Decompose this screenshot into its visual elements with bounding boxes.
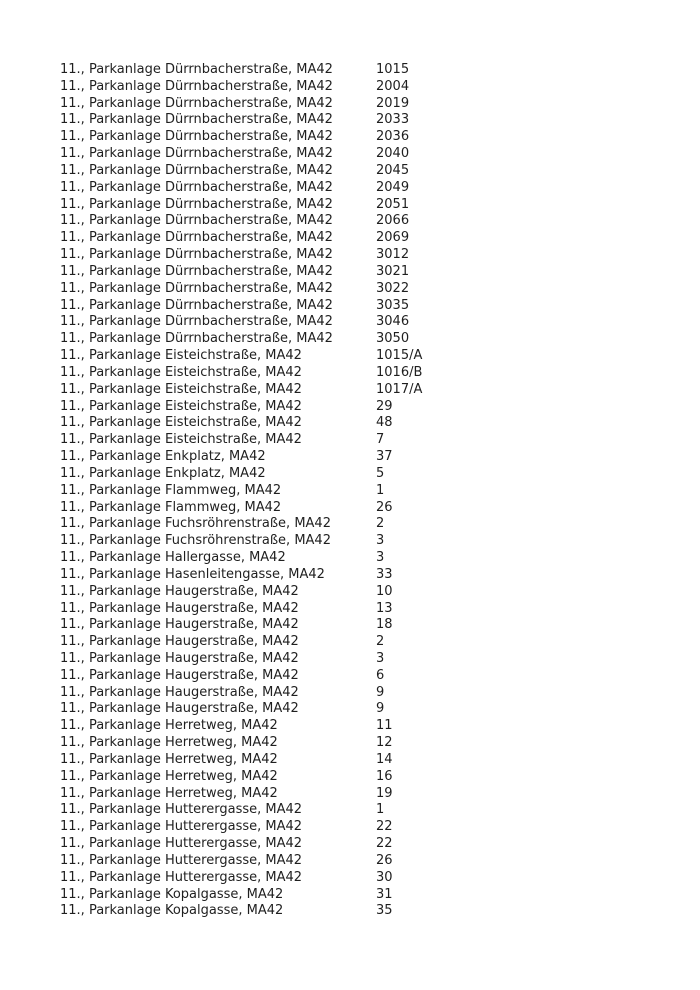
number-cell: 1015/A xyxy=(376,348,423,364)
number-cell: 3 xyxy=(376,650,385,666)
number-cell: 12 xyxy=(376,735,393,751)
location-cell: 11., Parkanlage Dürrnbacherstraße, MA42 xyxy=(60,314,333,330)
location-cell: 11., Parkanlage Enkplatz, MA42 xyxy=(60,465,266,481)
table-row xyxy=(60,735,700,752)
table-row xyxy=(60,247,700,264)
location-cell: 11., Parkanlage Herretweg, MA42 xyxy=(60,768,278,784)
table-row xyxy=(60,853,700,870)
table-row xyxy=(60,146,700,163)
location-cell: 11., Parkanlage Dürrnbacherstraße, MA42 xyxy=(60,162,333,178)
number-cell: 33 xyxy=(376,566,393,582)
location-cell: 11., Parkanlage Hutterergasse, MA42 xyxy=(60,852,303,868)
table-row xyxy=(60,432,700,449)
location-cell: 11., Parkanlage Haugerstraße, MA42 xyxy=(60,650,299,666)
location-cell: 11., Parkanlage Dürrnbacherstraße, MA42 xyxy=(60,78,333,94)
location-cell: 11., Parkanlage Fuchsröhrenstraße, MA42 xyxy=(60,516,331,532)
table-row xyxy=(60,617,700,634)
number-cell: 2004 xyxy=(376,78,410,94)
location-cell: 11., Parkanlage Eisteichstraße, MA42 xyxy=(60,398,302,414)
table-row xyxy=(60,112,700,129)
number-cell: 3046 xyxy=(376,314,410,330)
table-row xyxy=(60,769,700,786)
location-cell: 11., Parkanlage Dürrnbacherstraße, MA42 xyxy=(60,62,333,77)
table-row xyxy=(60,870,700,887)
number-cell: 35 xyxy=(376,903,393,919)
location-cell: 11., Parkanlage Enkplatz, MA42 xyxy=(60,449,266,465)
table-row xyxy=(60,651,700,668)
table-row xyxy=(60,449,700,466)
table-row xyxy=(60,197,700,214)
location-cell: 11., Parkanlage Dürrnbacherstraße, MA42 xyxy=(60,213,333,229)
location-cell: 11., Parkanlage Dürrnbacherstraße, MA42 xyxy=(60,263,333,279)
number-cell: 3012 xyxy=(376,247,410,263)
location-cell: 11., Parkanlage Haugerstraße, MA42 xyxy=(60,701,299,717)
number-cell: 22 xyxy=(376,836,393,852)
number-cell: 3035 xyxy=(376,297,410,313)
table-row xyxy=(60,180,700,197)
location-cell: 11., Parkanlage Dürrnbacherstraße, MA42 xyxy=(60,247,333,263)
number-cell: 2033 xyxy=(376,112,410,128)
location-cell: 11., Parkanlage Eisteichstraße, MA42 xyxy=(60,364,302,380)
table-row xyxy=(60,483,700,500)
table-row xyxy=(60,79,700,96)
location-cell: 11., Parkanlage Flammweg, MA42 xyxy=(60,499,282,515)
table-row xyxy=(60,213,700,230)
location-cell: 11., Parkanlage Dürrnbacherstraße, MA42 xyxy=(60,95,333,111)
number-cell: 30 xyxy=(376,869,393,885)
number-cell: 2 xyxy=(376,634,385,650)
location-cell: 11., Parkanlage Kopalgasse, MA42 xyxy=(60,903,284,919)
table-row xyxy=(60,264,700,281)
location-cell: 11., Parkanlage Haugerstraße, MA42 xyxy=(60,617,299,633)
table-row xyxy=(60,96,700,113)
number-cell: 13 xyxy=(376,600,393,616)
table-row xyxy=(60,718,700,735)
number-cell: 18 xyxy=(376,617,393,633)
table-row xyxy=(60,584,700,601)
location-cell: 11., Parkanlage Dürrnbacherstraße, MA42 xyxy=(60,297,333,313)
table-row xyxy=(60,550,700,567)
location-cell: 11., Parkanlage Hasenleitengasse, MA42 xyxy=(60,566,325,582)
table-row xyxy=(60,701,700,718)
location-cell: 11., Parkanlage Eisteichstraße, MA42 xyxy=(60,432,302,448)
number-cell: 6 xyxy=(376,667,385,683)
table-row xyxy=(60,314,700,331)
number-cell: 3022 xyxy=(376,280,410,296)
park-location-list xyxy=(60,62,700,920)
location-cell: 11., Parkanlage Dürrnbacherstraße, MA42 xyxy=(60,179,333,195)
table-row xyxy=(60,62,700,79)
number-cell: 3 xyxy=(376,550,385,566)
table-row xyxy=(60,415,700,432)
location-cell: 11., Parkanlage Haugerstraße, MA42 xyxy=(60,634,299,650)
table-row xyxy=(60,836,700,853)
number-cell: 3050 xyxy=(376,331,410,347)
location-cell: 11., Parkanlage Dürrnbacherstraße, MA42 xyxy=(60,230,333,246)
table-row xyxy=(60,298,700,315)
location-cell: 11., Parkanlage Haugerstraße, MA42 xyxy=(60,583,299,599)
table-row xyxy=(60,819,700,836)
location-cell: 11., Parkanlage Hutterergasse, MA42 xyxy=(60,836,303,852)
table-row xyxy=(60,802,700,819)
location-cell: 11., Parkanlage Dürrnbacherstraße, MA42 xyxy=(60,280,333,296)
location-cell: 11., Parkanlage Eisteichstraße, MA42 xyxy=(60,415,302,431)
number-cell: 9 xyxy=(376,684,385,700)
location-cell: 11., Parkanlage Dürrnbacherstraße, MA42 xyxy=(60,196,333,212)
number-cell: 3 xyxy=(376,533,385,549)
number-cell: 7 xyxy=(376,432,385,448)
number-cell: 2069 xyxy=(376,230,410,246)
table-row xyxy=(60,348,700,365)
location-cell: 11., Parkanlage Hutterergasse, MA42 xyxy=(60,869,303,885)
number-cell: 19 xyxy=(376,785,393,801)
location-cell: 11., Parkanlage Herretweg, MA42 xyxy=(60,751,278,767)
location-cell: 11., Parkanlage Herretweg, MA42 xyxy=(60,718,278,734)
number-cell: 2045 xyxy=(376,162,410,178)
number-cell: 2019 xyxy=(376,95,410,111)
table-row xyxy=(60,685,700,702)
number-cell: 2 xyxy=(376,516,385,532)
location-cell: 11., Parkanlage Haugerstraße, MA42 xyxy=(60,667,299,683)
table-row xyxy=(60,382,700,399)
number-cell: 31 xyxy=(376,886,393,902)
number-cell: 2066 xyxy=(376,213,410,229)
location-cell: 11., Parkanlage Eisteichstraße, MA42 xyxy=(60,381,302,397)
number-cell: 37 xyxy=(376,449,393,465)
location-cell: 11., Parkanlage Hallergasse, MA42 xyxy=(60,550,286,566)
table-row xyxy=(60,399,700,416)
table-row xyxy=(60,500,700,517)
number-cell: 9 xyxy=(376,701,385,717)
table-row xyxy=(60,634,700,651)
number-cell: 48 xyxy=(376,415,393,431)
location-cell: 11., Parkanlage Dürrnbacherstraße, MA42 xyxy=(60,112,333,128)
number-cell: 11 xyxy=(376,718,393,734)
table-row xyxy=(60,365,700,382)
location-cell: 11., Parkanlage Hutterergasse, MA42 xyxy=(60,802,303,818)
table-row xyxy=(60,601,700,618)
location-cell: 11., Parkanlage Flammweg, MA42 xyxy=(60,482,282,498)
location-cell: 11., Parkanlage Dürrnbacherstraße, MA42 xyxy=(60,331,333,347)
number-cell: 1016/B xyxy=(376,364,423,380)
number-cell: 16 xyxy=(376,768,393,784)
location-cell: 11., Parkanlage Dürrnbacherstraße, MA42 xyxy=(60,146,333,162)
number-cell: 1017/A xyxy=(376,381,423,397)
number-cell: 2051 xyxy=(376,196,410,212)
location-cell: 11., Parkanlage Dürrnbacherstraße, MA42 xyxy=(60,129,333,145)
table-row xyxy=(60,752,700,769)
number-cell: 22 xyxy=(376,819,393,835)
number-cell: 2036 xyxy=(376,129,410,145)
table-row xyxy=(60,903,700,920)
location-cell: 11., Parkanlage Fuchsröhrenstraße, MA42 xyxy=(60,533,331,549)
location-cell: 11., Parkanlage Haugerstraße, MA42 xyxy=(60,600,299,616)
number-cell: 26 xyxy=(376,499,393,515)
location-cell: 11., Parkanlage Herretweg, MA42 xyxy=(60,785,278,801)
location-cell: 11., Parkanlage Kopalgasse, MA42 xyxy=(60,886,284,902)
table-row xyxy=(60,230,700,247)
table-row xyxy=(60,786,700,803)
table-row xyxy=(60,567,700,584)
number-cell: 26 xyxy=(376,852,393,868)
table-row xyxy=(60,668,700,685)
number-cell: 29 xyxy=(376,398,393,414)
table-row xyxy=(60,516,700,533)
location-cell: 11., Parkanlage Eisteichstraße, MA42 xyxy=(60,348,302,364)
number-cell: 10 xyxy=(376,583,393,599)
table-row xyxy=(60,129,700,146)
table-row xyxy=(60,533,700,550)
number-cell: 2049 xyxy=(376,179,410,195)
table-row xyxy=(60,331,700,348)
number-cell: 14 xyxy=(376,751,393,767)
location-cell: 11., Parkanlage Herretweg, MA42 xyxy=(60,735,278,751)
table-row xyxy=(60,163,700,180)
number-cell: 3021 xyxy=(376,263,410,279)
number-cell: 1015 xyxy=(376,62,410,77)
number-cell: 1 xyxy=(376,482,385,498)
location-cell: 11., Parkanlage Hutterergasse, MA42 xyxy=(60,819,303,835)
table-row xyxy=(60,466,700,483)
number-cell: 1 xyxy=(376,802,385,818)
table-row xyxy=(60,887,700,904)
number-cell: 2040 xyxy=(376,146,410,162)
table-row xyxy=(60,281,700,298)
number-cell: 5 xyxy=(376,465,385,481)
location-cell: 11., Parkanlage Haugerstraße, MA42 xyxy=(60,684,299,700)
